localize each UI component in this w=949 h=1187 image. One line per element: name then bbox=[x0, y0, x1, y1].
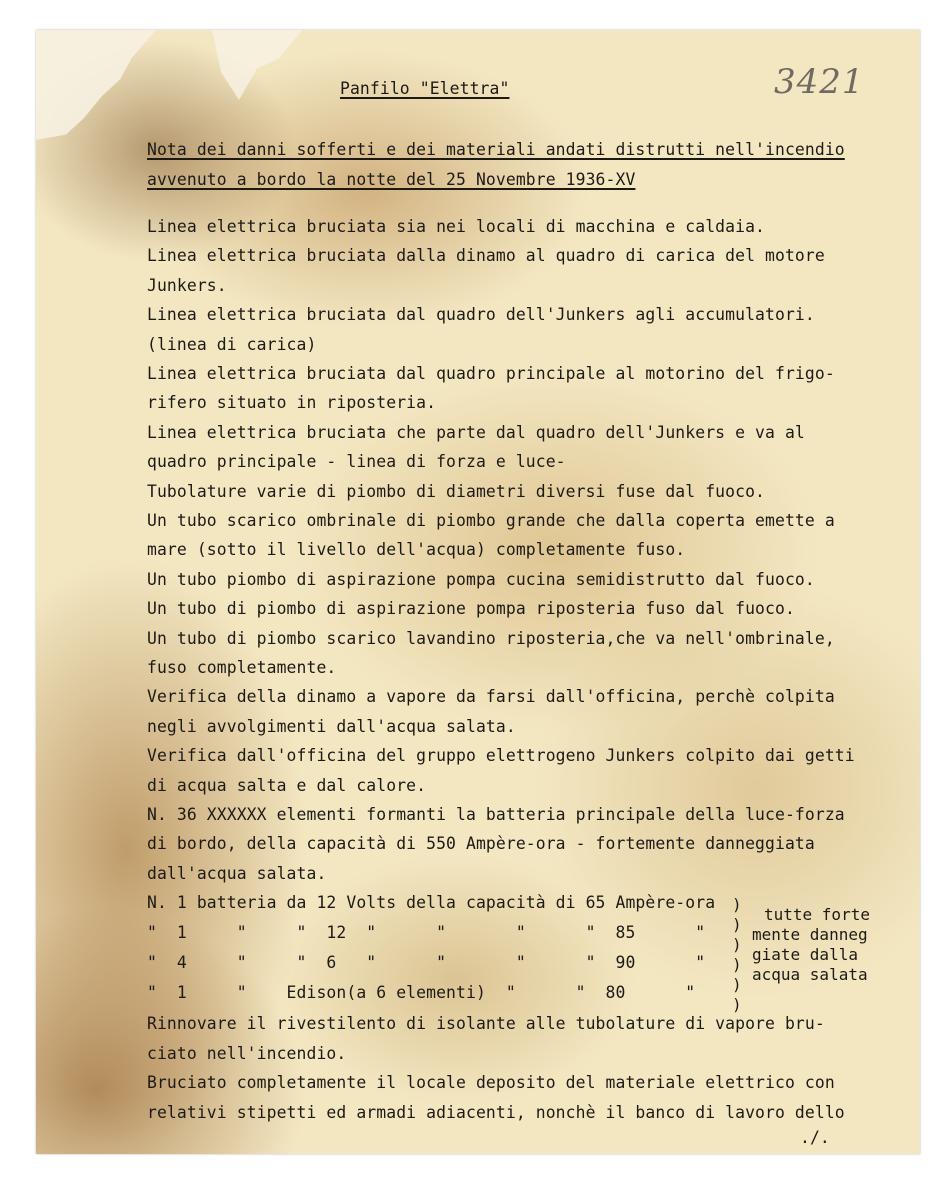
heading-line: Nota dei danni sofferti e dei materiali andati distrutti nell'incendio bbox=[147, 140, 845, 159]
body-line: dall'acqua salata. bbox=[147, 863, 327, 883]
body-line: N. 36 XXXXXX elementi formanti la batteria principale della luce-forza bbox=[147, 805, 845, 824]
body-line: Verifica dall'officina del gruppo elettrogeno Junkers colpito dai getti bbox=[147, 746, 855, 766]
body-line: Linea elettrica bruciata dal quadro dell'Junkers agli accumulatori. bbox=[147, 305, 815, 325]
closing-line: relativi stipetti ed armadi adiacenti, nonchè il banco di lavoro dello bbox=[147, 1102, 845, 1122]
body-line: mare (sotto il livello dell'acqua) completamente fuso. bbox=[147, 540, 686, 560]
battery-note-line: tutte forte bbox=[764, 905, 870, 924]
brace-mark: ) bbox=[732, 995, 742, 1014]
brace-mark: ) bbox=[732, 895, 742, 914]
body-line: fuso completamente. bbox=[147, 658, 337, 677]
body-line: rifero situato in riposteria. bbox=[147, 393, 437, 413]
document-title: Panfilo "Elettra" bbox=[340, 79, 510, 98]
body-line: Junkers. bbox=[147, 275, 227, 295]
body-line: di acqua salta e dal calore. bbox=[147, 775, 427, 795]
battery-note-line: giate dalla bbox=[752, 945, 858, 964]
brace-mark: ) bbox=[732, 935, 742, 954]
battery-note-line: mente danneg bbox=[752, 925, 868, 944]
body-line: quadro principale - linea di forza e luce- bbox=[147, 452, 566, 472]
body-line: Linea elettrica bruciata che parte dal quadro dell'Junkers e va al bbox=[147, 422, 805, 442]
body-line: Linea elettrica bruciata sia nei locali di macchina e caldaia. bbox=[147, 217, 766, 236]
battery-note-line: acqua salata bbox=[752, 965, 868, 984]
body-line: Linea elettrica bruciata dal quadro principale al motorino del frigo- bbox=[147, 364, 835, 383]
body-line: Un tubo di piombo di aspirazione pompa riposteria fuso dal fuoco. bbox=[147, 599, 795, 619]
battery-row: " 4 " " 6 " " " " 90 " bbox=[147, 953, 706, 972]
brace-mark: ) bbox=[732, 915, 742, 934]
body-line: negli avvolgimenti dall'acqua salata. bbox=[147, 716, 516, 736]
closing-line: Rinnovare il rivestilento di isolante alle tubolature di vapore bru- bbox=[147, 1014, 825, 1033]
battery-row: N. 1 batteria da 12 Volts della capacità di 65 Ampère-ora bbox=[147, 893, 716, 912]
body-line: Un tubo di piombo scarico lavandino riposteria,che va nell'ombrinale, bbox=[147, 628, 835, 648]
brace-mark: ) bbox=[732, 975, 742, 994]
heading-line: avvenuto a bordo la notte del 25 Novembre 1936-XV bbox=[147, 170, 636, 189]
battery-row: " 1 " " 12 " " " " 85 " bbox=[147, 923, 706, 942]
reference-number: 3421 bbox=[774, 62, 865, 102]
body-line: Verifica della dinamo a vapore da farsi dall'officina, perchè colpita bbox=[147, 687, 835, 707]
battery-row: " 1 " Edison(a 6 elementi) " " 80 " bbox=[147, 983, 696, 1002]
closing-line: Bruciato completamente il locale deposito del materiale elettrico con bbox=[147, 1073, 835, 1092]
body-line: di bordo, della capacità di 550 Ampère-ora - fortemente danneggiata bbox=[147, 834, 815, 854]
page-continuation-mark: ./. bbox=[800, 1128, 830, 1147]
body-line: (linea di carica) bbox=[147, 334, 317, 354]
brace-mark: ) bbox=[732, 955, 742, 974]
closing-line: ciato nell'incendio. bbox=[147, 1043, 347, 1063]
body-line: Tubolature varie di piombo di diametri diversi fuse dal fuoco. bbox=[147, 481, 766, 501]
body-line: Linea elettrica bruciata dalla dinamo al quadro di carica del motore bbox=[147, 246, 825, 266]
body-line: Un tubo scarico ombrinale di piombo grande che dalla coperta emette a bbox=[147, 511, 835, 530]
body-line: Un tubo piombo di aspirazione pompa cucina semidistrutto dal fuoco. bbox=[147, 569, 815, 589]
